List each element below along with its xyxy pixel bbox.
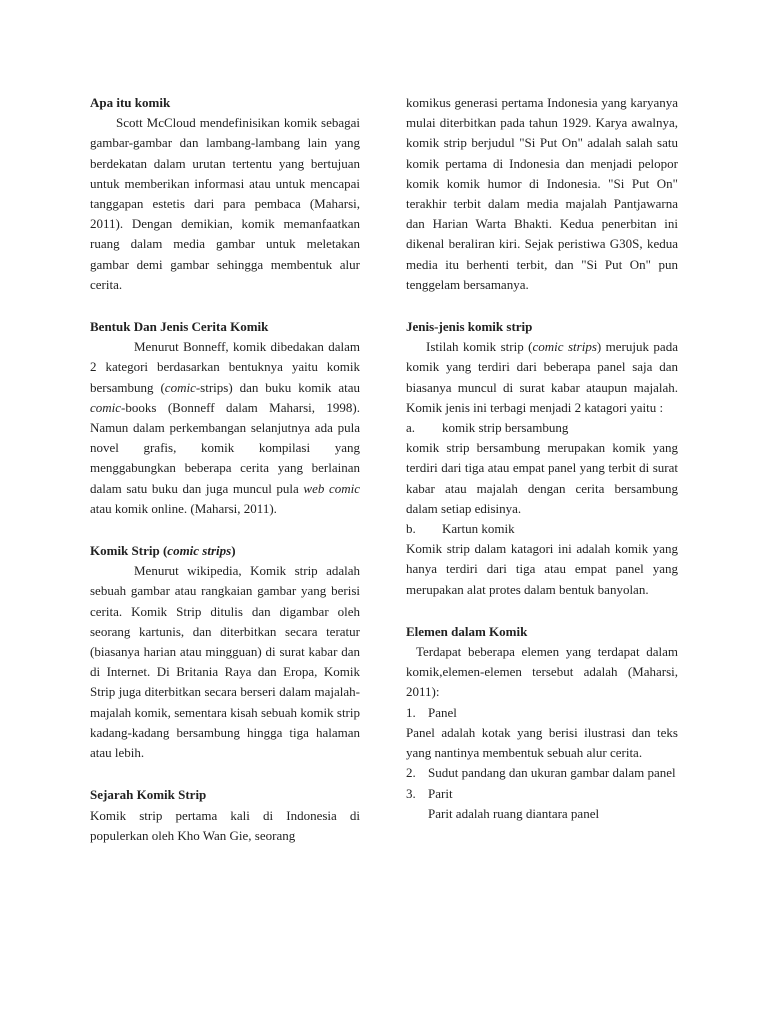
paragraph-bentuk-komik: Menurut Bonneff, komik dibedakan dalam 2 kategori berdasarkan bentuknya yaitu komik bersambung (comic-strips) dan buku komik atau comic-books (Bonneff dalam Maharsi, 1998). Namun dalam perkembangan selanjutnya ada pula novel grafis, komik kompilasi yang menggabungkan beberapa cerita yang berlainan dalam satu buku dan juga muncul pula web comic atau komik online. (Maharsi, 2011). [90, 339, 361, 516]
list-item-2: 2. Sudut pandang dan ukuran gambar dalam panel [406, 765, 676, 781]
paragraph-kartun-komik: Komik strip dalam katagori ini adalah komik yang hanya terdiri dari tiga atau empat panel yang merupakan alat protes dalam bentuk banyolan. [406, 541, 678, 597]
paragraph-elemen-komik: Terdapat beberapa elemen yang terdapat dalam komik,elemen-elemen tersebut adalah (Maharsi, 2011): [406, 644, 678, 700]
paragraph-sejarah-lanjutan: komikus generasi pertama Indonesia yang karyanya mulai diterbitkan pada tahun 1929. Karya awalnya, komik strip berjudul "Si Put On" adalah salah satu komik pertama di Indonesia dan menjadi pelopor komik komik humor di Indonesia. "Si Put On" terakhir terbit dalam media majalah Pantjawarna dan Harian Warta Bhakti. Kedua penerbitan ini dikenal beraliran kiri. Sejak peristiwa G30S, kedua media itu berhenti terbit, dan "Si Put On" pun tenggelam bersamanya. [406, 95, 678, 292]
paragraph-jenis-komik-strip: Istilah komik strip (comic strips) merujuk pada komik yang terdiri dari beberapa panel saja dan biasanya muncul di surat kabar ataupun majalah. Komik jenis ini terbagi menjadi 2 katagori yaitu : [406, 339, 678, 415]
paragraph-komik-strip: Menurut wikipedia, Komik strip adalah sebuah gambar atau rangkaian gambar yang berisi cerita. Komik Strip ditulis dan digambar oleh seorang kartunis, dan diterbitkan secara teratur (biasanya harian atau mingguan) di surat kabar dan di Internet. Di Britania Raya dan Eropa, Komik Strip juga diterbitkan secara berseri dalam majalah-majalah komik, sementara kisah sebuah komik strip kadang-kadang bersambung hingga tiga halaman atau lebih. [90, 563, 360, 761]
heading-elemen-komik: Elemen dalam Komik [406, 623, 528, 639]
paragraph-panel: Panel adalah kotak yang berisi ilustrasi dan teks yang nantinya membentuk sebuah alur cerita. [406, 724, 678, 761]
paragraph-definisi-komik: Scott McCloud mendefinisikan komik sebagai gambar-gambar dan lambang-lambang lain yang berdekatan dalam urutan tertentu yang bertujuan untuk memberikan informasi atau untuk mencapai tanggapan estetis dari para pembaca (Maharsi, 2011). Dengan demikian, komik memanfaatkan ruang dalam media gambar untuk meletakan gambar demi gambar sehingga membentuk alur cerita. [90, 115, 360, 292]
right-column [406, 93, 678, 824]
heading-jenis-komik-strip: Jenis-jenis komik strip [406, 319, 533, 335]
paragraph-parit: Parit adalah ruang diantara panel [428, 805, 600, 821]
heading-komik-strip: Komik Strip (comic strips) [90, 543, 236, 559]
paragraph-komik-bersambung: komik strip bersambung merupakan komik yang terdiri dari tiga atau empat panel yang terbit di surat kabar atau majalah dengan cerita bersambung dalam setiap edisinya. [406, 440, 678, 516]
left-column [90, 93, 360, 846]
paragraph-sejarah-komik-strip: Komik strip pertama kali di Indonesia di populerkan oleh Kho Wan Gie, seorang [90, 807, 360, 843]
list-item-3: 3. Parit [406, 785, 453, 801]
heading-apa-itu-komik: Apa itu komik [90, 95, 171, 110]
list-item-1: 1. Panel [406, 704, 457, 720]
heading-bentuk-jenis-cerita: Bentuk Dan Jenis Cerita Komik [90, 319, 269, 335]
list-item-b: b. Kartun komik [406, 521, 515, 537]
heading-sejarah-komik-strip: Sejarah Komik Strip [90, 787, 207, 803]
list-item-a: a. komik strip bersambung [406, 420, 569, 436]
